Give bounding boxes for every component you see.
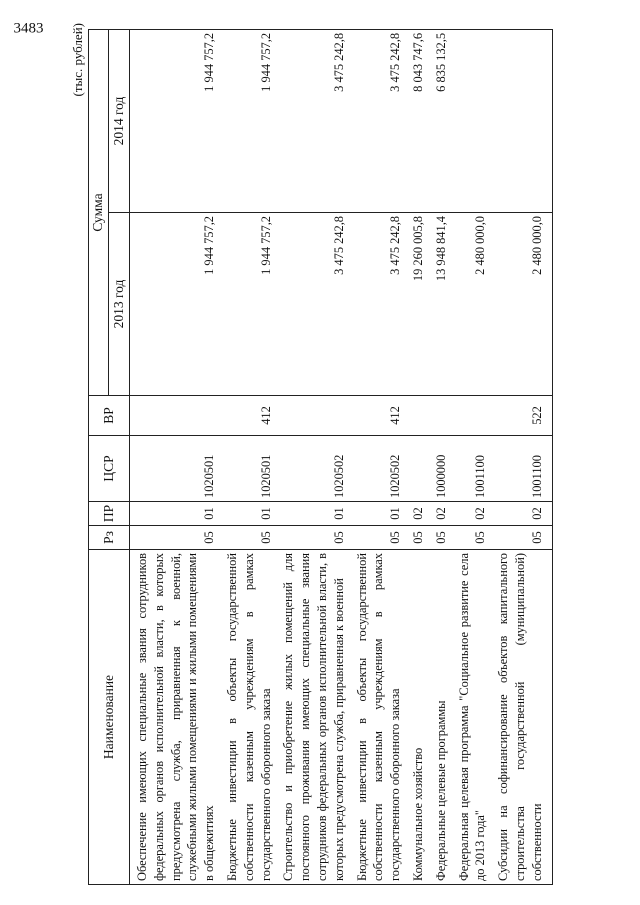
row-name: Обеспечение имеющих специальные звания сотрудников федеральных органов исполнительной власти, в которых предусмотрена служба, приравненная к военной, служебными жилыми помещениями и жилыми помещениями в общежитиях — [130, 550, 224, 885]
row-sum-2014: 8 043 747,6 — [410, 29, 433, 212]
row-rz: 05 — [410, 526, 433, 550]
row-sum-2014 — [456, 29, 496, 212]
header-sum: Сумма — [89, 29, 109, 395]
header-name: Наименование — [89, 550, 130, 885]
header-row — [89, 29, 109, 884]
row-name: Бюджетные инвестиции в объекты государственной собственности казенным учреждениям в рамках государственного оборонного заказа — [224, 550, 280, 885]
row-pr: 01 — [280, 502, 353, 526]
row-sum-2014: 1 944 757,2 — [224, 29, 280, 212]
row-pr: 02 — [456, 502, 496, 526]
row-sum-2014: 3 475 242,8 — [354, 29, 410, 212]
rotated-page — [13, 19, 616, 889]
row-vr: 412 — [224, 396, 280, 436]
row-vr: 522 — [495, 396, 552, 436]
row-sum-2013: 19 260 005,8 — [410, 213, 433, 396]
table-row — [456, 29, 496, 884]
row-rz: 05 — [354, 526, 410, 550]
row-csr: 1020502 — [354, 436, 410, 502]
row-sum-2013: 1 944 757,2 — [130, 213, 224, 396]
header-pr: ПР — [89, 502, 130, 526]
table-row — [410, 29, 433, 884]
table-row — [224, 29, 280, 884]
table-row — [495, 29, 552, 884]
row-vr — [280, 396, 353, 436]
page-number: 3483 — [13, 20, 44, 37]
row-name: Коммунальное хозяйство — [410, 550, 433, 885]
row-rz: 05 — [224, 526, 280, 550]
row-csr — [410, 436, 433, 502]
row-pr: 02 — [433, 502, 456, 526]
row-rz: 05 — [130, 526, 224, 550]
row-rz: 05 — [456, 526, 496, 550]
row-name: Строительство и приобретение жилых помещений для постоянного проживания имеющих специальные звания сотрудников федеральных органов исполнительной власти, в которых предусмотрена служба, приравненная к военной — [280, 550, 353, 885]
header-year-2014: 2014 год — [109, 29, 130, 212]
table-row — [130, 29, 224, 884]
row-vr — [130, 396, 224, 436]
row-name: Федеральные целевые программы — [433, 550, 456, 885]
table-row — [433, 29, 456, 884]
row-name: Федеральная целевая программа "Социальное развитие села до 2013 года" — [456, 550, 496, 885]
row-csr: 1001100 — [495, 436, 552, 502]
header-year-2013: 2013 год — [109, 213, 130, 396]
table-row — [354, 29, 410, 884]
row-vr — [410, 396, 433, 436]
row-csr: 1001100 — [456, 436, 496, 502]
row-csr: 1020501 — [224, 436, 280, 502]
row-rz: 05 — [495, 526, 552, 550]
row-vr — [456, 396, 496, 436]
row-csr: 1000000 — [433, 436, 456, 502]
row-rz: 05 — [280, 526, 353, 550]
row-sum-2013: 13 948 841,4 — [433, 213, 456, 396]
row-vr: 412 — [354, 396, 410, 436]
row-pr: 02 — [410, 502, 433, 526]
row-csr: 1020502 — [280, 436, 353, 502]
row-sum-2014: 6 835 132,5 — [433, 29, 456, 212]
header-csr: ЦСР — [89, 436, 130, 502]
header-vr: ВР — [89, 396, 130, 436]
budget-table — [88, 29, 553, 885]
row-pr: 01 — [224, 502, 280, 526]
table-row — [280, 29, 353, 884]
row-vr — [433, 396, 456, 436]
row-pr: 02 — [495, 502, 552, 526]
row-rz: 05 — [433, 526, 456, 550]
header-rz: Рз — [89, 526, 130, 550]
row-sum-2013: 2 480 000,0 — [456, 213, 496, 396]
row-sum-2013: 3 475 242,8 — [280, 213, 353, 396]
row-sum-2013: 2 480 000,0 — [495, 213, 552, 396]
row-pr: 01 — [130, 502, 224, 526]
units-label: (тыс. рублей) — [70, 23, 85, 97]
row-csr: 1020501 — [130, 436, 224, 502]
row-sum-2014 — [495, 29, 552, 212]
row-name: Субсидии на софинансирование объектов капитального строительства государственной (муниципальной) собственности — [495, 550, 552, 885]
row-sum-2014: 3 475 242,8 — [280, 29, 353, 212]
row-sum-2013: 3 475 242,8 — [354, 213, 410, 396]
row-name: Бюджетные инвестиции в объекты государственной собственности казенным учреждениям в рамках государственного оборонного заказа — [354, 550, 410, 885]
row-sum-2013: 1 944 757,2 — [224, 213, 280, 396]
row-pr: 01 — [354, 502, 410, 526]
row-sum-2014: 1 944 757,2 — [130, 29, 224, 212]
